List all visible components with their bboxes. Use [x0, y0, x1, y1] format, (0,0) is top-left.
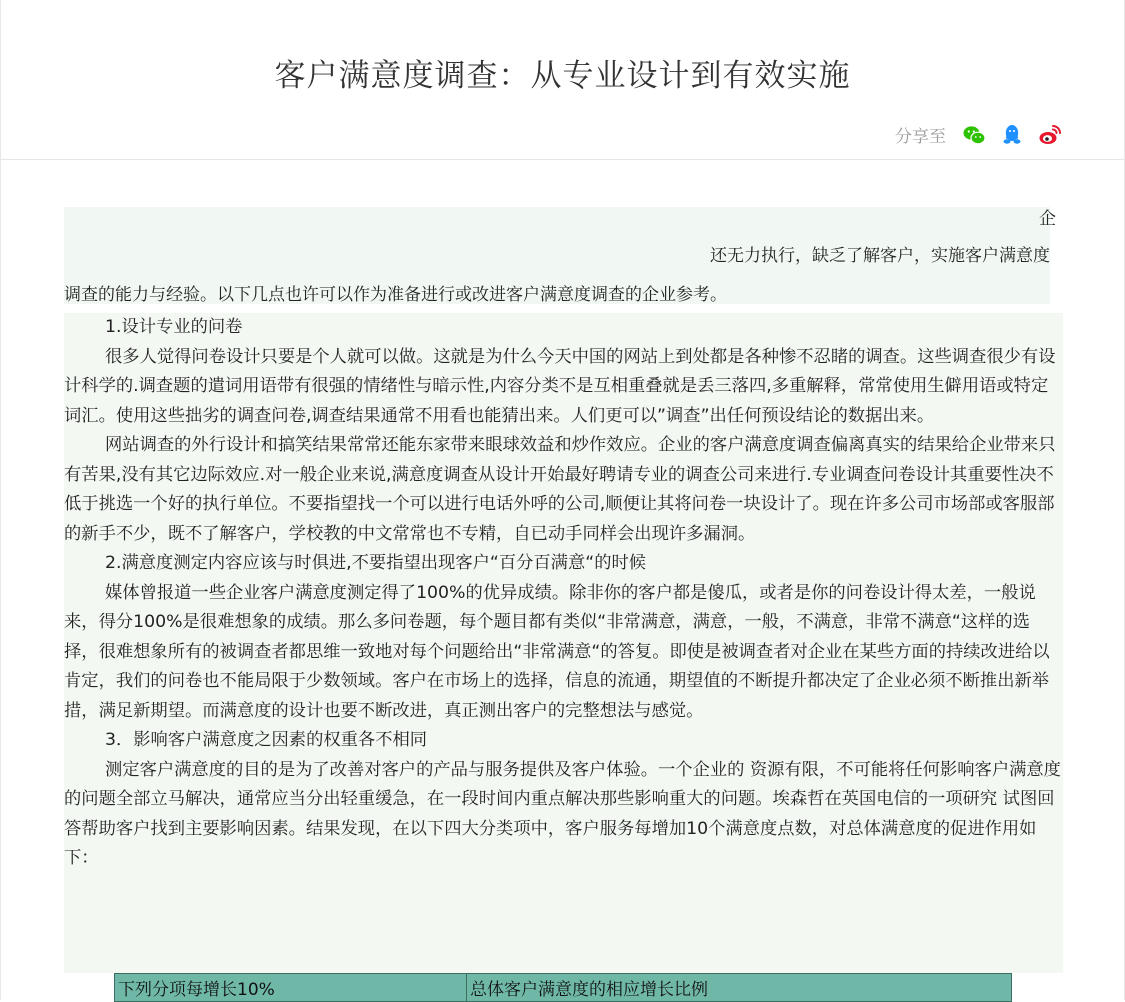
article-header: [1, 0, 1124, 160]
qq-icon[interactable]: [1000, 123, 1024, 147]
section-heading-2: 2.满意度测定内容应该与时俱进,不要指望出现客户“百分百满意“的时候: [105, 553, 647, 573]
intro-line-3: 调查的能力与经验。以下几点也许可以作为准备进行或改进客户满意度调查的企业参考。: [64, 285, 727, 305]
section-heading-1: 1.设计专业的问卷: [105, 317, 243, 337]
section-heading-3: 3．影响客户满意度之因素的权重各不相同: [105, 730, 428, 750]
weibo-icon[interactable]: [1038, 123, 1062, 147]
paragraph: 很多人觉得问卷设计只要是个人就可以做。这就是为什么今天中国的网站上到处都是各种惨不忍睹的调查。这些调查很少有设计科学的.调查题的遣词用语带有很强的情绪性与暗示性,内容分类不是互相重叠就是丢三落四,多重解释，常常使用生僻用语或特定词汇。使用这些拙劣的调查问卷,调查结果通常不用看也能猜出来。人们更可以”调查”出任何预设结论的数据出来。: [64, 346, 1056, 426]
table-header-cell: 下列分项每增长10%: [115, 974, 467, 1002]
intro-line-1: 企: [1039, 209, 1056, 229]
paragraph: 媒体曾报道一些企业客户满意度测定得了100%的优异成绩。除非你的客户都是傻瓜，或者是你的问卷设计得太差，一般说来，得分100%是很难想象的成绩。那么多问卷题，每个题目都有类似“非常满意，满意，一般，不满意，非常不满意“这样的选择，很难想象所有的被调查者都思维一致地对每个问题给出“非常满意“的答复。即使是被调查者对企业在某些方面的持续改进给以肯定，我们的问卷也不能局限于少数领域。客户在市场上的选择，信息的流通，期望值的不断提升都决定了企业必须不断推出新举措，满足新期望。而满意度的设计也要不断改进，真正测出客户的完整想法与感觉。: [64, 582, 1050, 721]
article-title: 客户满意度调查：从专业设计到有效实施: [274, 58, 851, 94]
stats-table: [114, 973, 1012, 1002]
share-label: 分享至: [895, 127, 946, 147]
paragraph: 网站调查的外行设计和搞笑结果常常还能东家带来眼球效益和炒作效应。企业的客户满意度调查偏离真实的结果给企业带来只有苦果,没有其它边际效应.对一般企业来说,满意度调查从设计开始最好聘请专业的调查公司来进行.专业调查问卷设计其重要性决不低于挑选一个好的执行单位。不要指望找一个可以进行电话外呼的公司,顺便让其将问卷一块设计了。现在许多公司市场部或客服部的新手不少，既不了解客户，学校教的中文常常也不专精，自已动手同样会出现许多漏洞。: [64, 435, 1056, 544]
paragraph: 测定客户满意度的目的是为了改善对客户的产品与服务提供及客户体验。一个企业的 资源有限，不可能将任何影响客户满意度的问题全部立马解决，通常应当分出轻重缓急，在一段时间内重点解决那些影响重大的问题。埃森哲在英国电信的一项研究 试图回答帮助客户找到主要影响因素。结果发现，在以下四大分类项中，客户服务每增加10个满意度点数，对总体满意度的促进作用如下：: [64, 759, 1061, 868]
intro-line-2: 还无力执行，缺乏了解客户，实施客户满意度: [710, 246, 1050, 266]
intro-block: [64, 207, 1056, 305]
wechat-icon[interactable]: [962, 123, 986, 147]
share-bar: [895, 122, 1062, 147]
article-body: [64, 313, 1063, 973]
table-header-row: [115, 974, 1012, 1002]
table-header-cell: 总体客户满意度的相应增长比例: [467, 974, 1012, 1002]
